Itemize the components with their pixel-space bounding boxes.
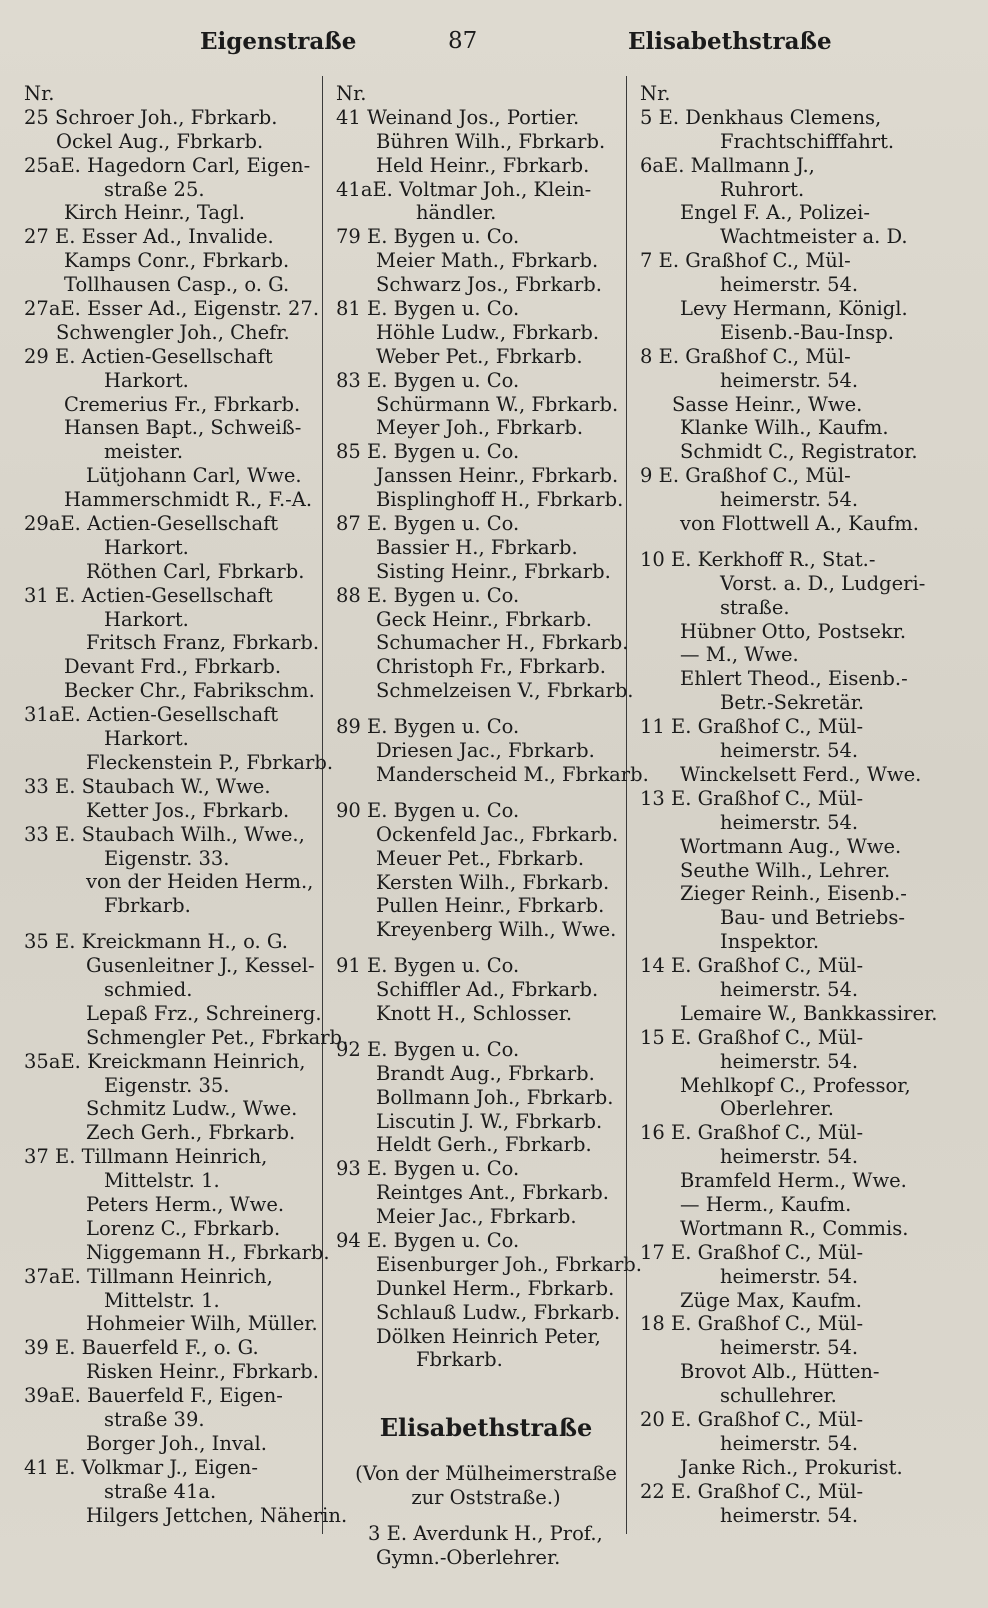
- list-item: Klanke Wilh., Kaufm.: [680, 416, 889, 440]
- spacer: [336, 942, 636, 954]
- list-item: Heldt Gerh., Fbrkarb.: [376, 1133, 592, 1157]
- list-item: Schmelzeisen V., Fbrkarb.: [376, 679, 634, 703]
- list-item: Kreyenberg Wilh., Wwe.: [376, 918, 617, 942]
- list-item: schullehrer.: [720, 1384, 837, 1408]
- list-item: heimerstr. 54.: [720, 1336, 859, 1360]
- list-item: Höhle Ludw., Fbrkarb.: [376, 320, 600, 344]
- list-item: Wachtmeister a. D.: [720, 225, 908, 249]
- list-item: Dölken Heinrich Peter,: [376, 1324, 601, 1348]
- list-item: 83 E. Bygen u. Co.: [336, 368, 520, 392]
- list-item: straße.: [720, 595, 790, 619]
- list-item: Tollhausen Casp., o. G.: [64, 273, 290, 297]
- list-item: Weber Pet., Fbrkarb.: [376, 344, 583, 368]
- list-item: 10 E. Kerkhoff R., Stat.-: [640, 547, 876, 571]
- list-item: Meier Jac., Fbrkarb.: [376, 1205, 577, 1229]
- list-item: Cremerius Fr., Fbrkarb.: [64, 392, 301, 416]
- list-item: Ehlert Theod., Eisenb.-: [680, 667, 908, 691]
- list-item: heimerstr. 54.: [720, 273, 859, 297]
- page-header: [0, 28, 988, 68]
- list-item: Lepaß Frz., Schreinerg.: [86, 1001, 322, 1025]
- list-item: Christoph Fr., Fbrkarb.: [376, 655, 606, 679]
- list-item: 88 E. Bygen u. Co.: [336, 583, 520, 607]
- header-right-street: Elisabethstraße: [628, 28, 832, 55]
- list-item: heimerstr. 54.: [720, 1264, 859, 1288]
- spacer: [336, 703, 636, 715]
- list-item: Zieger Reinh., Eisenb.-: [680, 882, 907, 906]
- list-item: 7 E. Graßhof C., Mül-: [640, 249, 851, 273]
- list-item: — M., Wwe.: [680, 643, 799, 667]
- list-item: Meuer Pet., Fbrkarb.: [376, 846, 585, 870]
- list-item: 35 E. Kreickmann H., o. G.: [24, 930, 288, 954]
- list-item: Kirch Heinr., Tagl.: [64, 201, 245, 225]
- list-item: straße 41a.: [104, 1479, 217, 1503]
- list-item: Fleckenstein P., Fbrkarb.: [86, 750, 334, 774]
- list-item: Niggemann H., Fbrkarb.: [86, 1240, 330, 1264]
- list-item: 89 E. Bygen u. Co.: [336, 715, 520, 739]
- list-item: 11 E. Graßhof C., Mül-: [640, 715, 864, 739]
- list-item: Driesen Jac., Fbrkarb.: [376, 739, 595, 763]
- list-item: Bollmann Joh., Fbrkarb.: [376, 1085, 614, 1109]
- list-item: Eisenb.-Bau-Insp.: [720, 320, 894, 344]
- list-item: Borger Joh., Inval.: [86, 1431, 267, 1455]
- list-item: Ockenfeld Jac., Fbrkarb.: [376, 822, 619, 846]
- list-item: 22 E. Graßhof C., Mül-: [640, 1479, 864, 1503]
- list-item: Kamps Conr., Fbrkarb.: [64, 249, 290, 273]
- list-item: 8 E. Graßhof C., Mül-: [640, 344, 851, 368]
- list-item: Röthen Carl, Fbrkarb.: [86, 559, 305, 583]
- list-item: Dunkel Herm., Fbrkarb.: [376, 1276, 615, 1300]
- list-item: Schwarz Jos., Fbrkarb.: [376, 273, 602, 297]
- list-item: Schlauß Ludw., Fbrkarb.: [376, 1300, 621, 1324]
- list-item: Bühren Wilh., Fbrkarb.: [376, 129, 606, 153]
- list-item: Sasse Heinr., Wwe.: [672, 392, 863, 416]
- list-item: von der Heiden Herm.,: [86, 870, 314, 894]
- list-item: heimerstr. 54.: [720, 977, 859, 1001]
- list-item: 25 Schroer Joh., Fbrkarb.: [24, 105, 278, 129]
- list-item: 17 E. Graßhof C., Mül-: [640, 1240, 864, 1264]
- list-item: Fbrkarb.: [416, 1348, 503, 1372]
- list-item: Schürmann W., Fbrkarb.: [376, 392, 619, 416]
- list-item: heimerstr. 54.: [720, 368, 859, 392]
- list-item: 90 E. Bygen u. Co.: [336, 798, 520, 822]
- list-item: 94 E. Bygen u. Co.: [336, 1228, 520, 1252]
- section-note: (Von der Mülheimerstraße: [355, 1462, 617, 1486]
- list-item: meister.: [104, 440, 184, 464]
- list-item: schmied.: [104, 977, 193, 1001]
- list-item: heimerstr. 54.: [720, 1431, 859, 1455]
- list-item: Geck Heinr., Fbrkarb.: [376, 607, 592, 631]
- list-item: Mittelstr. 1.: [104, 1169, 220, 1193]
- list-item: heimerstr. 54.: [720, 739, 859, 763]
- list-item: Sisting Heinr., Fbrkarb.: [376, 559, 611, 583]
- list-item: Eigenstr. 35.: [104, 1073, 230, 1097]
- list-item: von Flottwell A., Kaufm.: [680, 512, 919, 536]
- list-item: Knott H., Schlosser.: [376, 1001, 573, 1025]
- spacer: [24, 918, 324, 930]
- list-item: Risken Heinr., Fbrkarb.: [86, 1360, 319, 1384]
- list-item: Harkort.: [104, 607, 189, 631]
- list-item: Mittelstr. 1.: [104, 1288, 220, 1312]
- list-item: 27 E. Esser Ad., Invalide.: [24, 225, 274, 249]
- list-item: Hilgers Jettchen, Näherin.: [86, 1503, 348, 1527]
- list-item: Bramfeld Herm., Wwe.: [680, 1169, 907, 1193]
- list-item: 9 E. Graßhof C., Mül-: [640, 464, 851, 488]
- list-item: Harkort.: [104, 368, 189, 392]
- list-item: Frachtschifffahrt.: [720, 129, 895, 153]
- list-item: Meyer Joh., Fbrkarb.: [376, 416, 584, 440]
- list-item: Fritsch Franz, Fbrkarb.: [86, 631, 320, 655]
- list-item: Oberlehrer.: [720, 1097, 834, 1121]
- list-item: 93 E. Bygen u. Co.: [336, 1157, 520, 1181]
- list-item: Lütjohann Carl, Wwe.: [86, 464, 302, 488]
- list-item: Schiffler Ad., Fbrkarb.: [376, 978, 599, 1002]
- list-item: Betr.-Sekretär.: [720, 691, 865, 715]
- list-item: — Herm., Kaufm.: [680, 1192, 852, 1216]
- spacer: [336, 787, 636, 799]
- list-item: Meier Math., Fbrkarb.: [376, 249, 599, 273]
- list-item: Vorst. a. D., Ludgeri-: [720, 571, 926, 595]
- column-middle: [336, 82, 649, 1570]
- list-item: Hammerschmidt R., F.-A.: [64, 488, 313, 512]
- list-item: Schwengler Joh., Chefr.: [56, 320, 290, 344]
- list-item: Peters Herm., Wwe.: [86, 1192, 285, 1216]
- list-item: Schmidt C., Registrator.: [680, 440, 918, 464]
- list-item: Nr.: [336, 82, 367, 105]
- list-item: Manderscheid M., Fbrkarb.: [376, 762, 649, 786]
- column-left: [24, 82, 349, 1527]
- list-item: händler.: [416, 201, 497, 225]
- list-item: Wortmann R., Commis.: [680, 1216, 909, 1240]
- list-item: 25aE. Hagedorn Carl, Eigen-: [24, 153, 311, 177]
- list-item: Mehlkopf C., Professor,: [680, 1073, 911, 1097]
- list-item: 41 E. Volkmar J., Eigen-: [24, 1455, 258, 1479]
- list-item: 41aE. Voltmar Joh., Klein-: [336, 177, 592, 201]
- list-item: 79 E. Bygen u. Co.: [336, 225, 520, 249]
- list-item: Reintges Ant., Fbrkarb.: [376, 1181, 609, 1205]
- list-item: 3 E. Averdunk H., Prof.,: [368, 1522, 603, 1546]
- list-item: 13 E. Graßhof C., Mül-: [640, 786, 864, 810]
- list-item: 33 E. Staubach W., Wwe.: [24, 774, 271, 798]
- list-item: Harkort.: [104, 727, 189, 751]
- list-item: Ketter Jos., Fbrkarb.: [86, 798, 290, 822]
- list-item: Ockel Aug., Fbrkarb.: [56, 129, 264, 153]
- list-item: 35aE. Kreickmann Heinrich,: [24, 1049, 306, 1073]
- list-item: Brandt Aug., Fbrkarb.: [376, 1061, 595, 1085]
- list-item: heimerstr. 54.: [720, 488, 859, 512]
- list-item: 16 E. Graßhof C., Mül-: [640, 1121, 864, 1145]
- list-item: 37 E. Tillmann Heinrich,: [24, 1145, 268, 1169]
- list-item: Levy Hermann, Königl.: [680, 297, 908, 321]
- list-item: Devant Frd., Fbrkarb.: [64, 655, 282, 679]
- list-item: Janssen Heinr., Fbrkarb.: [376, 464, 619, 488]
- header-left-street: Eigenstraße: [200, 28, 357, 55]
- page-number: 87: [448, 28, 478, 54]
- list-item: straße 39.: [104, 1407, 205, 1431]
- list-item: Gymn.-Oberlehrer.: [376, 1545, 561, 1569]
- list-item: 92 E. Bygen u. Co.: [336, 1037, 520, 1061]
- list-item: heimerstr. 54.: [720, 1145, 859, 1169]
- list-item: Lorenz C., Fbrkarb.: [86, 1216, 281, 1240]
- list-item: 20 E. Graßhof C., Mül-: [640, 1407, 864, 1431]
- list-item: Lemaire W., Bankkassirer.: [680, 1001, 938, 1025]
- list-item: Zech Gerh., Fbrkarb.: [86, 1121, 296, 1145]
- list-item: 39aE. Bauerfeld F., Eigen-: [24, 1384, 283, 1408]
- spacer: [336, 1026, 636, 1038]
- list-item: 27aE. Esser Ad., Eigenstr. 27.: [24, 297, 320, 321]
- list-item: Wortmann Aug., Wwe.: [680, 834, 902, 858]
- list-item: 37aE. Tillmann Heinrich,: [24, 1264, 273, 1288]
- list-item: Gusenleitner J., Kessel-: [86, 954, 315, 978]
- list-item: Bassier H., Fbrkarb.: [376, 535, 578, 559]
- list-item: Janke Rich., Prokurist.: [680, 1455, 903, 1479]
- list-item: Seuthe Wilh., Lehrer.: [680, 858, 891, 882]
- list-item: Schmengler Pet., Fbrkarb.: [86, 1025, 349, 1049]
- list-item: 6aE. Mallmann J.,: [640, 153, 815, 177]
- list-item: heimerstr. 54.: [720, 1049, 859, 1073]
- list-item: Züge Max, Kaufm.: [680, 1288, 862, 1312]
- list-item: 81 E. Bygen u. Co.: [336, 297, 520, 321]
- list-item: Hohmeier Wilh, Müller.: [86, 1312, 318, 1336]
- list-item: 85 E. Bygen u. Co.: [336, 440, 520, 464]
- list-item: Eigenstr. 33.: [104, 846, 230, 870]
- list-item: 14 E. Graßhof C., Mül-: [640, 954, 864, 978]
- list-item: Engel F. A., Polizei-: [680, 201, 871, 225]
- list-item: 31aE. Actien-Gesellschaft: [24, 703, 279, 727]
- list-item: Nr.: [24, 82, 55, 105]
- list-item: Fbrkarb.: [104, 894, 191, 918]
- list-item: Inspektor.: [720, 930, 820, 954]
- list-item: Nr.: [640, 82, 671, 105]
- list-item: Schumacher H., Fbrkarb.: [376, 631, 629, 655]
- list-item: 87 E. Bygen u. Co.: [336, 512, 520, 536]
- section-title: Elisabethstraße: [379, 1413, 593, 1443]
- list-item: 31 E. Actien-Gesellschaft: [24, 583, 273, 607]
- list-item: 29aE. Actien-Gesellschaft: [24, 512, 279, 536]
- list-item: heimerstr. 54.: [720, 810, 859, 834]
- list-item: 5 E. Denkhaus Clemens,: [640, 105, 882, 129]
- list-item: Held Heinr., Fbrkarb.: [376, 153, 590, 177]
- list-item: Hansen Bapt., Schweiß-: [64, 416, 302, 440]
- list-item: heimerstr. 54.: [720, 1503, 859, 1527]
- list-item: 15 E. Graßhof C., Mül-: [640, 1025, 864, 1049]
- column-middle-entries: [336, 82, 649, 1372]
- list-item: 33 E. Staubach Wilh., Wwe.,: [24, 822, 305, 846]
- list-item: 41 Weinand Jos., Portier.: [336, 105, 580, 129]
- list-item: Bisplinghoff H., Fbrkarb.: [376, 488, 624, 512]
- list-item: Hübner Otto, Postsekr.: [680, 619, 907, 643]
- list-item: Brovot Alb., Hütten-: [680, 1360, 880, 1384]
- column-right: [640, 82, 940, 1527]
- list-item: Kersten Wilh., Fbrkarb.: [376, 870, 610, 894]
- list-item: Bau- und Betriebs-: [720, 906, 905, 930]
- list-item: Eisenburger Joh., Fbrkarb.: [376, 1252, 642, 1276]
- list-item: 29 E. Actien-Gesellschaft: [24, 344, 273, 368]
- list-item: Harkort.: [104, 535, 189, 559]
- list-item: Becker Chr., Fabrikschm.: [64, 679, 315, 703]
- list-item: 18 E. Graßhof C., Mül-: [640, 1312, 864, 1336]
- list-item: Winckelsett Ferd., Wwe.: [680, 762, 922, 786]
- list-item: straße 25.: [104, 177, 205, 201]
- list-item: Pullen Heinr., Fbrkarb.: [376, 894, 605, 918]
- section-note: zur Oststraße.): [411, 1486, 561, 1510]
- list-item: Ruhrort.: [720, 177, 805, 201]
- list-item: 39 E. Bauerfeld F., o. G.: [24, 1336, 259, 1360]
- list-item: 91 E. Bygen u. Co.: [336, 954, 520, 978]
- list-item: Liscutin J. W., Fbrkarb.: [376, 1109, 603, 1133]
- list-item: Schmitz Ludw., Wwe.: [86, 1097, 298, 1121]
- spacer: [640, 536, 940, 548]
